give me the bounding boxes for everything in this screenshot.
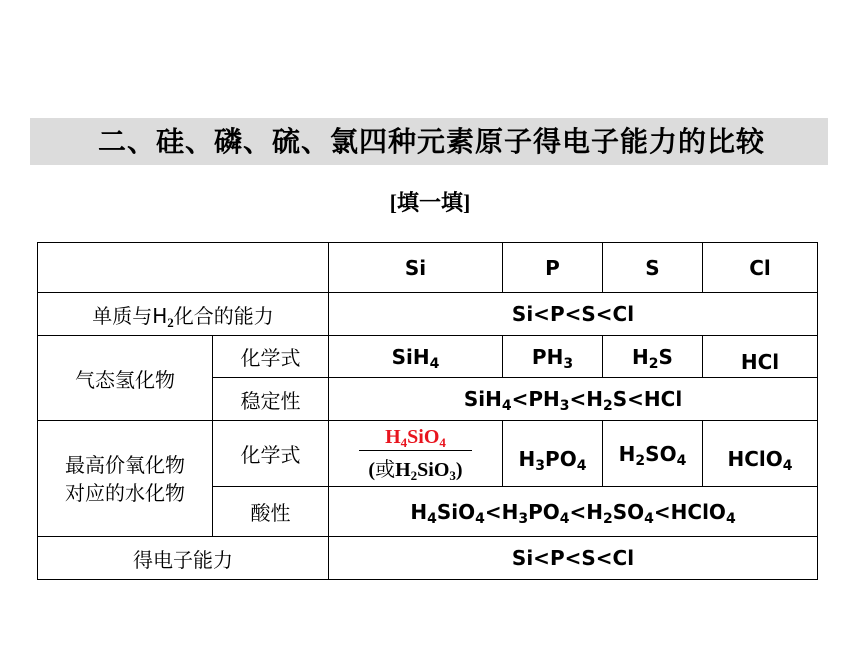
oxyacid-p: $H_3PO_4$ — [503, 421, 603, 487]
electron-gain-label: 得电子能力 — [38, 537, 329, 580]
oxyacid-si — [329, 421, 503, 487]
oxyacid-cl: HClO$_4$ — [703, 421, 818, 487]
hydride-formula-label: 化学式 — [213, 336, 329, 378]
header-row — [38, 243, 818, 293]
hydride-cl: HCl — [703, 336, 818, 378]
header-s: S — [603, 243, 703, 293]
electron-gain-value: Si<P<S<Cl — [329, 537, 818, 580]
hydride-group-label: 气态氢化物 — [38, 336, 213, 421]
oxyacid-acidity-value: $H_4SiO_4<H_3PO_4<H_2SO_4<HClO_4$ — [329, 487, 818, 537]
h2-combine-value: Si<P<S<Cl — [329, 293, 818, 336]
header-cl: Cl — [703, 243, 818, 293]
h2-combine-row — [38, 293, 818, 336]
header-si: Si — [329, 243, 503, 293]
hydride-s: $H_2S$ — [603, 336, 703, 378]
comparison-table — [37, 242, 818, 580]
hydride-stability-value: $SiH_4<PH_3<H_2S<HCl$ — [329, 378, 818, 421]
hydride-stability-label: 稳定性 — [213, 378, 329, 421]
hydride-p: $PH_3$ — [503, 336, 603, 378]
oxyacid-formula-label: 化学式 — [213, 421, 329, 487]
oxyacid-acidity-label: 酸性 — [213, 487, 329, 537]
electron-gain-row — [38, 537, 818, 580]
section-title: 二、硅、磷、硫、氯四种元素原子得电子能力的比较 — [98, 125, 766, 158]
oxyacid-group-label: 最高价氧化物 对应的水化物 — [38, 421, 213, 537]
oxyacid-formula-row — [38, 421, 818, 487]
hydride-formula-row — [38, 336, 818, 378]
h2-combine-label: 单质与$H_2$化合的能力 — [38, 293, 329, 336]
oxyacid-si-main: $H_4SiO_4$ — [359, 426, 472, 451]
oxyacid-si-alt: (或$H_2SiO_3$) — [368, 456, 463, 483]
hydride-si: SiH$_4$ — [329, 336, 503, 378]
header-empty-cell — [38, 243, 329, 293]
subtitle: [填一填] — [389, 190, 471, 215]
header-p: P — [503, 243, 603, 293]
oxyacid-s: $H_2SO_4$ — [603, 421, 703, 487]
